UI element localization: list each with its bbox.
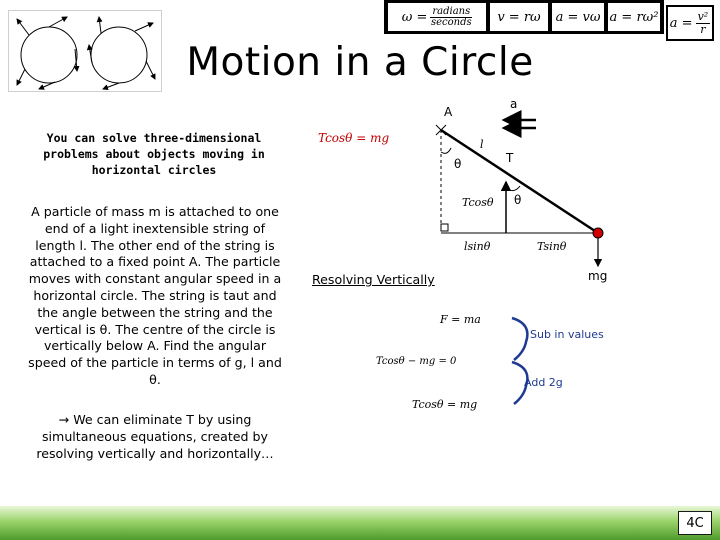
omega-formula	[388, 3, 486, 31]
a3-denominator: r	[700, 22, 706, 36]
equation-newton: F = ma	[440, 313, 481, 326]
omega-lhs: ω =	[401, 9, 428, 25]
a3-lhs: a =	[669, 15, 693, 31]
string-line	[441, 130, 598, 233]
accel-vomega-formula: a = vω	[552, 3, 604, 31]
intro-text: You can solve three-dimensional problems about objects moving in horizontal circles	[43, 131, 265, 177]
right-angle-marker	[441, 224, 448, 231]
label-weight: mg	[588, 269, 608, 283]
force-diagram	[300, 90, 720, 420]
label-tension: T	[506, 151, 514, 165]
circle-motion-illustration	[8, 10, 162, 92]
formula-strip	[384, 0, 664, 34]
label-length: l	[480, 138, 484, 151]
omega-denominator: seconds	[430, 16, 472, 28]
omega-numerator: radians	[432, 5, 471, 17]
step-label-add: Add 2g	[524, 376, 563, 389]
label-point-a: A	[444, 105, 453, 119]
page-number-badge: 4C	[678, 511, 712, 535]
label-tsin: Tsinθ	[537, 240, 567, 253]
accel-v2r-formula	[666, 5, 714, 41]
accel-romega-formula: a = rω²	[608, 3, 660, 31]
page-title: Motion in a Circle	[186, 40, 534, 85]
label-tcos: Tcosθ	[462, 196, 494, 209]
sketch-circle-left	[21, 27, 77, 83]
equation-result: Tcosθ = mg	[412, 398, 478, 411]
step-brace-1	[512, 318, 527, 360]
theta-arc-top	[441, 148, 451, 153]
a3-numerator: v²	[697, 9, 709, 23]
resolving-vertically-label: Resolving Vertically	[312, 272, 435, 287]
sketch-circle-right	[91, 27, 147, 83]
vertical-equation-red: Tcosθ = mg	[318, 131, 390, 145]
label-theta-top: θ	[454, 157, 462, 171]
step-label-sub: Sub in values	[530, 328, 604, 341]
method-note: → We can eliminate T by using simultaneous equations, created by resolving vertically and horizontally…	[36, 412, 274, 461]
label-lsin: lsinθ	[464, 240, 491, 253]
problem-text: A particle of mass m is attached to one end of a light inextensible string of length l. The other end of the string is attached to a fixed point A. The particle moves with constant angular speed in a horizontal circle. The string is taut and the angle between the string and the vertical is θ. The centre of the circle is vertically below A. Find the angular speed of the particle in terms of g, l and θ.	[28, 204, 282, 387]
label-acceleration: a	[510, 97, 518, 111]
particle	[593, 228, 603, 238]
velocity-formula: v = rω	[490, 3, 548, 31]
circle-motion-sketch	[9, 11, 163, 93]
theta-arc-bottom	[506, 186, 520, 191]
label-theta-bottom: θ	[514, 193, 522, 207]
footer-bar	[0, 506, 720, 540]
equation-resolved: Tcosθ − mg = 0	[376, 356, 457, 367]
